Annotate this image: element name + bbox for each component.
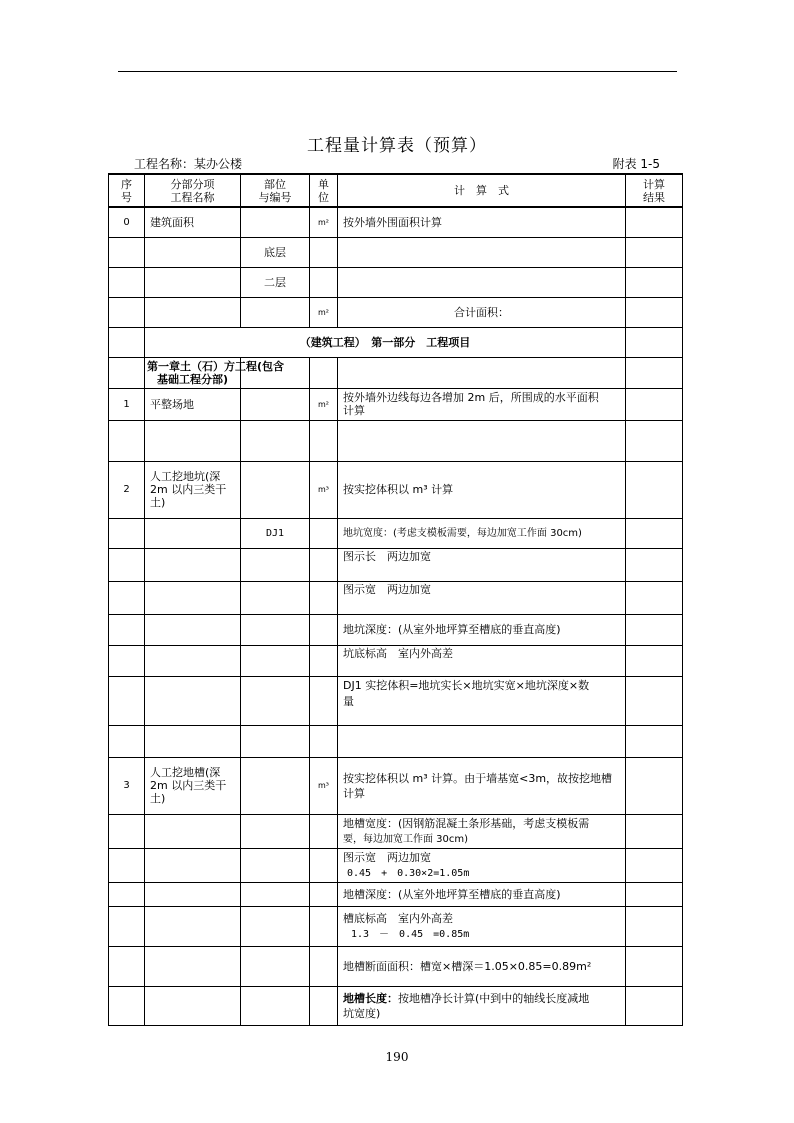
chapter-heading: 第一章土（石）方工程(包含 基础工程分部): [145, 357, 241, 388]
table-cell: [626, 725, 683, 757]
table-cell: [626, 207, 683, 237]
table-cell: [109, 986, 145, 1025]
table-cell: [109, 297, 145, 327]
table-cell: [109, 906, 145, 946]
table-cell: [626, 882, 683, 906]
table-cell: [626, 906, 683, 946]
table-cell: [626, 986, 683, 1025]
table-cell: [310, 548, 338, 581]
table-cell: 地槽宽度：(因钢筋混凝土条形基础，考虑支模板需 要，每边加宽工作面 30cm): [338, 814, 626, 848]
appendix-label: 附表 1-5: [612, 157, 660, 171]
table-row: [109, 848, 683, 882]
table-cell: [310, 267, 338, 297]
table-cell: [310, 357, 338, 388]
table-cell: [145, 237, 241, 267]
table-cell: [145, 548, 241, 581]
table-row: [109, 267, 683, 297]
table-cell: [310, 848, 338, 882]
table-row: [109, 645, 683, 676]
project-name: 工程名称：某办公楼: [134, 157, 243, 171]
header-part: 部位 与编号: [241, 174, 310, 207]
table-cell: [241, 725, 310, 757]
table-cell: [310, 814, 338, 848]
table-cell: [626, 676, 683, 725]
table-cell: [241, 814, 310, 848]
table-cell: [626, 267, 683, 297]
table-cell: [109, 725, 145, 757]
table-cell: [626, 237, 683, 267]
table-cell: [310, 676, 338, 725]
header-unit: 单 位: [310, 174, 338, 207]
table-cell: [310, 725, 338, 757]
table-cell: [241, 645, 310, 676]
table-cell: [310, 906, 338, 946]
table-cell: 图示长 两边加宽: [338, 548, 626, 581]
table-cell: [626, 518, 683, 548]
table-row: [109, 297, 683, 327]
table-cell: [109, 676, 145, 725]
table-cell: [626, 848, 683, 882]
table-cell: [241, 757, 310, 814]
table-cell: [109, 548, 145, 581]
table-row: [109, 814, 683, 848]
table-cell: [310, 946, 338, 986]
table-cell: [109, 267, 145, 297]
table-cell: [241, 461, 310, 518]
table-cell: [626, 297, 683, 327]
table-cell: [338, 237, 626, 267]
table-cell: [109, 614, 145, 645]
table-cell: [626, 581, 683, 614]
table-cell: [241, 548, 310, 581]
table-cell: [241, 614, 310, 645]
table-row: [109, 420, 683, 461]
header-no: 序 号: [109, 174, 145, 207]
table-cell: [626, 548, 683, 581]
table-cell: [241, 388, 310, 420]
header-item: 分部分项 工程名称: [145, 174, 241, 207]
table-cell: [145, 814, 241, 848]
table-row: [109, 906, 683, 946]
table-cell: [626, 420, 683, 461]
table-cell: [145, 518, 241, 548]
table-row: [109, 548, 683, 581]
table-cell: m²: [310, 207, 338, 237]
table-cell: 2: [109, 461, 145, 518]
table-cell: 底层: [241, 237, 310, 267]
table-cell: 地槽长度：按地槽净长计算(中到中的轴线长度减地 坑宽度): [338, 986, 626, 1025]
table-row: [109, 946, 683, 986]
table-cell: [241, 581, 310, 614]
table-cell: [109, 237, 145, 267]
table-cell: [109, 645, 145, 676]
page-title: 工程量计算表（预算）: [307, 136, 487, 156]
table-cell: 1: [109, 388, 145, 420]
table-cell: [310, 986, 338, 1025]
table-cell: [109, 357, 145, 388]
table-cell: [241, 882, 310, 906]
table-cell: [338, 267, 626, 297]
table-cell: [145, 676, 241, 725]
table-cell: [109, 848, 145, 882]
table-cell: [145, 882, 241, 906]
table-header-row: [109, 174, 683, 207]
table-cell: [626, 461, 683, 518]
table-cell: [109, 581, 145, 614]
table-cell: [145, 848, 241, 882]
table-cell: 建筑面积: [145, 207, 241, 237]
table-cell: [241, 906, 310, 946]
table-cell: [626, 946, 683, 986]
table-cell: 3: [109, 757, 145, 814]
table-cell: [145, 725, 241, 757]
table-row: [109, 725, 683, 757]
header-result: 计算 结果: [626, 174, 683, 207]
table-cell: 二层: [241, 267, 310, 297]
table-cell: [310, 645, 338, 676]
table-cell: [145, 946, 241, 986]
table-cell: [310, 882, 338, 906]
table-row: [109, 882, 683, 906]
table-row: [109, 388, 683, 420]
table-cell: m²: [310, 297, 338, 327]
table-cell: [145, 906, 241, 946]
table-row: [109, 581, 683, 614]
table-row: [109, 357, 683, 388]
table-cell: [145, 297, 241, 327]
table-row: [109, 327, 683, 357]
table-row: [109, 676, 683, 725]
table-cell: 平整场地: [145, 388, 241, 420]
table-cell: [109, 882, 145, 906]
table-cell: [109, 327, 145, 357]
table-cell: [310, 518, 338, 548]
table-cell: [310, 420, 338, 461]
table-cell: [626, 645, 683, 676]
table-cell: [241, 848, 310, 882]
table-cell: 地槽断面面积：槽宽×槽深＝1.05×0.85=0.89m²: [338, 946, 626, 986]
section-heading: （建筑工程） 第一部分 工程项目: [145, 327, 626, 357]
table-cell: [626, 814, 683, 848]
table-cell: [241, 946, 310, 986]
table-cell: [109, 814, 145, 848]
page-number: 190: [385, 1050, 409, 1064]
table-cell: [626, 357, 683, 388]
table-cell: [241, 420, 310, 461]
table-cell: [145, 645, 241, 676]
table-row: [109, 986, 683, 1025]
table-cell: 地坑宽度：(考虑支模板需要，每边加宽工作面 30cm): [338, 518, 626, 548]
table-cell: 地坑深度：(从室外地坪算至槽底的垂直高度): [338, 614, 626, 645]
table-cell: [145, 614, 241, 645]
table-cell: [241, 297, 310, 327]
table-cell: m³: [310, 757, 338, 814]
table-cell: [145, 986, 241, 1025]
header-formula: 计 算 式: [338, 174, 626, 207]
table-cell: [338, 725, 626, 757]
table-row: [109, 461, 683, 518]
table-cell: [310, 237, 338, 267]
table-cell: [109, 420, 145, 461]
table-cell: 坑底标高 室内外高差: [338, 645, 626, 676]
table-cell: 地槽深度：(从室外地坪算至槽底的垂直高度): [338, 882, 626, 906]
table-cell: [310, 581, 338, 614]
quantity-calculation-table: [108, 173, 683, 1026]
table-cell: [109, 518, 145, 548]
table-cell: [241, 986, 310, 1025]
table-cell: [145, 581, 241, 614]
table-cell: 槽底标高 室内外高差 1.3 － 0.45 =0.85m: [338, 906, 626, 946]
header-rule: [118, 71, 677, 72]
table-row: [109, 207, 683, 237]
table-cell: 图示宽 两边加宽 0.45 + 0.30×2=1.05m: [338, 848, 626, 882]
table-row: [109, 614, 683, 645]
table-cell: [109, 946, 145, 986]
table-cell: 按实挖体积以 m³ 计算。由于墙基宽<3m，故按挖地槽 计算: [338, 757, 626, 814]
table-cell: m²: [310, 388, 338, 420]
table-row: [109, 518, 683, 548]
table-cell: [241, 207, 310, 237]
table-cell: 按实挖体积以 m³ 计算: [338, 461, 626, 518]
table-cell: [241, 676, 310, 725]
table-row: [109, 237, 683, 267]
table-cell: [145, 267, 241, 297]
table-cell: [145, 420, 241, 461]
table-cell: 人工挖地槽(深 2m 以内三类干 土): [145, 757, 241, 814]
table-row: [109, 757, 683, 814]
table-cell: DJ1 实挖体积=地坑实长×地坑实宽×地坑深度×数 量: [338, 676, 626, 725]
table-cell: 人工挖地坑(深 2m 以内三类干 土): [145, 461, 241, 518]
table-cell: [310, 614, 338, 645]
table-cell: [626, 327, 683, 357]
table-cell: [626, 614, 683, 645]
table-cell: [338, 357, 626, 388]
table-cell: 合计面积：: [338, 297, 626, 327]
table-cell: 按外墙外边线每边各增加 2m 后，所围成的水平面积 计算: [338, 388, 626, 420]
table-cell: 0: [109, 207, 145, 237]
table-cell: [338, 420, 626, 461]
table-cell: [626, 388, 683, 420]
table-cell: 按外墙外围面积计算: [338, 207, 626, 237]
table-cell: DJ1: [241, 518, 310, 548]
table-cell: 图示宽 两边加宽: [338, 581, 626, 614]
table-cell: m³: [310, 461, 338, 518]
table-cell: [626, 757, 683, 814]
